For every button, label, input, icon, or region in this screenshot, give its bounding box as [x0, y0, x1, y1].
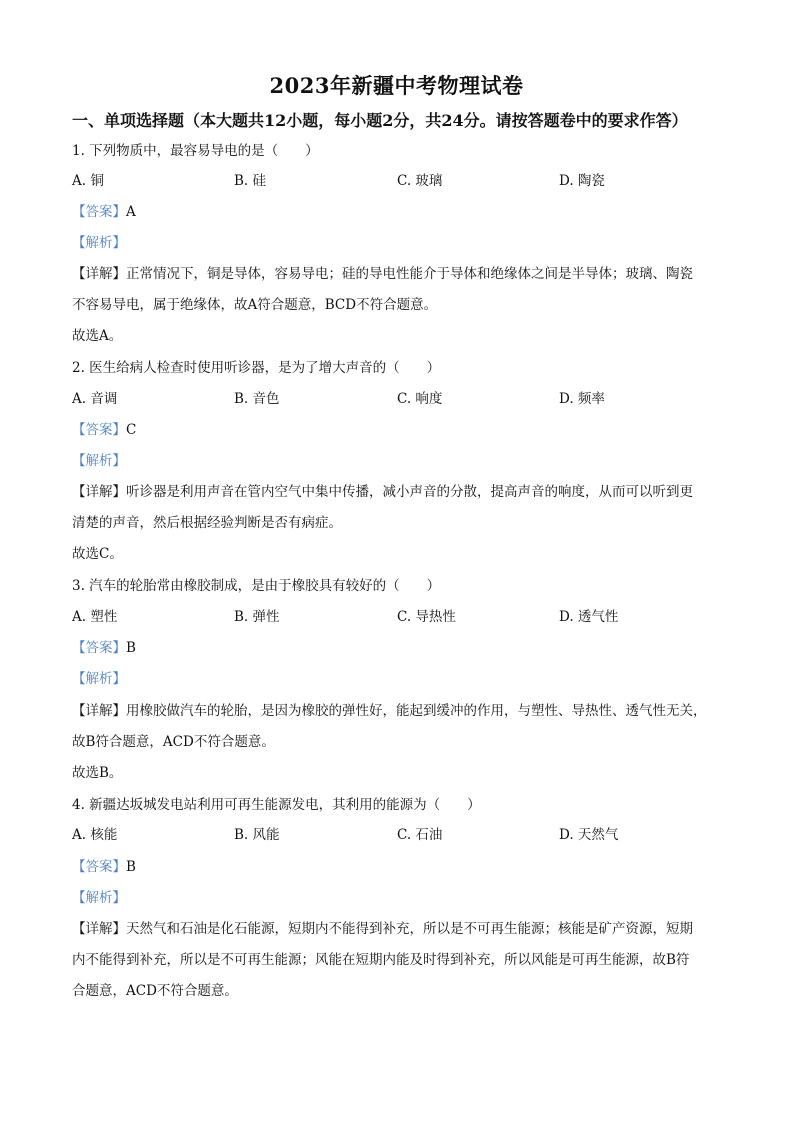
question-3-option-a: A. 塑性 — [72, 609, 118, 625]
question-2-option-a: A. 音调 — [72, 391, 118, 407]
question-1-detail-line-2: 不容易导电，属于绝缘体，故A符合题意，BCD不符合题意。 — [72, 297, 438, 313]
answer-label: 【答案】 — [72, 859, 126, 875]
answer-value: B — [126, 859, 136, 875]
question-3-detail-line-1: 【详解】用橡胶做汽车的轮胎，是因为橡胶的弹性好，能起到缓冲的作用，与塑性、导热性、透气性无关， — [72, 703, 707, 719]
answer-label: 【答案】 — [72, 422, 126, 438]
question-4-option-b: B. 风能 — [234, 827, 280, 843]
question-3-answer — [72, 639, 136, 657]
analysis-label: 【解析】 — [72, 453, 126, 469]
question-2-conclusion: 故选C。 — [72, 546, 123, 562]
answer-label: 【答案】 — [72, 640, 126, 656]
question-3-detail-line-2: 故B符合题意，ACD不符合题意。 — [72, 734, 275, 750]
question-3-conclusion: 故选B。 — [72, 765, 123, 781]
question-2-answer — [72, 421, 136, 439]
answer-value: C — [126, 422, 137, 438]
question-1-conclusion: 故选A。 — [72, 328, 123, 344]
question-4-detail-line-3: 合题意，ACD不符合题意。 — [72, 983, 238, 999]
question-1-option-b: B. 硅 — [234, 173, 267, 189]
answer-label: 【答案】 — [72, 204, 126, 220]
question-4-detail-line-2: 内不能得到补充，所以是不可再生能源；风能在短期内能及时得到补充，所以风能是可再生能源，故B符 — [72, 952, 690, 968]
answer-value: A — [126, 204, 136, 220]
question-4-option-c: C. 石油 — [397, 827, 443, 843]
question-4-option-a: A. 核能 — [72, 827, 118, 843]
question-2-stem: 2. 医生给病人检查时使用听诊器，是为了增大声音的（ ） — [72, 360, 441, 376]
question-3-option-b: B. 弹性 — [234, 609, 280, 625]
question-1-option-d: D. 陶瓷 — [559, 173, 605, 189]
analysis-label: 【解析】 — [72, 671, 126, 687]
question-2-option-d: D. 频率 — [559, 391, 605, 407]
answer-value: B — [126, 640, 136, 656]
question-1-option-a: A. 铜 — [72, 173, 104, 189]
question-2-option-c: C. 响度 — [397, 391, 443, 407]
question-3-stem: 3. 汽车的轮胎常由橡胶制成，是由于橡胶具有较好的（ ） — [72, 578, 441, 594]
question-1-stem: 1. 下列物质中，最容易导电的是（ ） — [72, 143, 319, 159]
question-2-detail-line-1: 【详解】听诊器是利用声音在管内空气中集中传播，减小声音的分散，提高声音的响度，从而可以听到更 — [72, 484, 693, 500]
question-4-stem: 4. 新疆达坂城发电站利用可再生能源发电，其利用的能源为（ ） — [72, 797, 481, 813]
section-heading: 一、单项选择题（本大题共12小题，每小题2分，共24分。请按答题卷中的要求作答） — [72, 111, 688, 130]
question-1-option-c: C. 玻璃 — [397, 173, 443, 189]
question-4-answer — [72, 858, 136, 876]
question-2-detail-line-2: 清楚的声音，然后根据经验判断是否有病症。 — [72, 515, 342, 531]
question-4-option-d: D. 天然气 — [559, 827, 619, 843]
question-1-answer — [72, 203, 136, 221]
question-4-detail-line-1: 【详解】天然气和石油是化石能源，短期内不能得到补充，所以是不可再生能源；核能是矿产资源，短期 — [72, 921, 693, 937]
question-3-option-d: D. 透气性 — [559, 609, 619, 625]
question-1-detail-line-1: 【详解】正常情况下，铜是导体，容易导电；硅的导电性能介于导体和绝缘体之间是半导体；玻璃、陶瓷 — [72, 266, 693, 282]
analysis-label: 【解析】 — [72, 235, 126, 251]
question-3-option-c: C. 导热性 — [397, 609, 456, 625]
question-2-option-b: B. 音色 — [234, 391, 280, 407]
analysis-label: 【解析】 — [72, 890, 126, 906]
page-title: 2023年新疆中考物理试卷 — [269, 73, 524, 98]
